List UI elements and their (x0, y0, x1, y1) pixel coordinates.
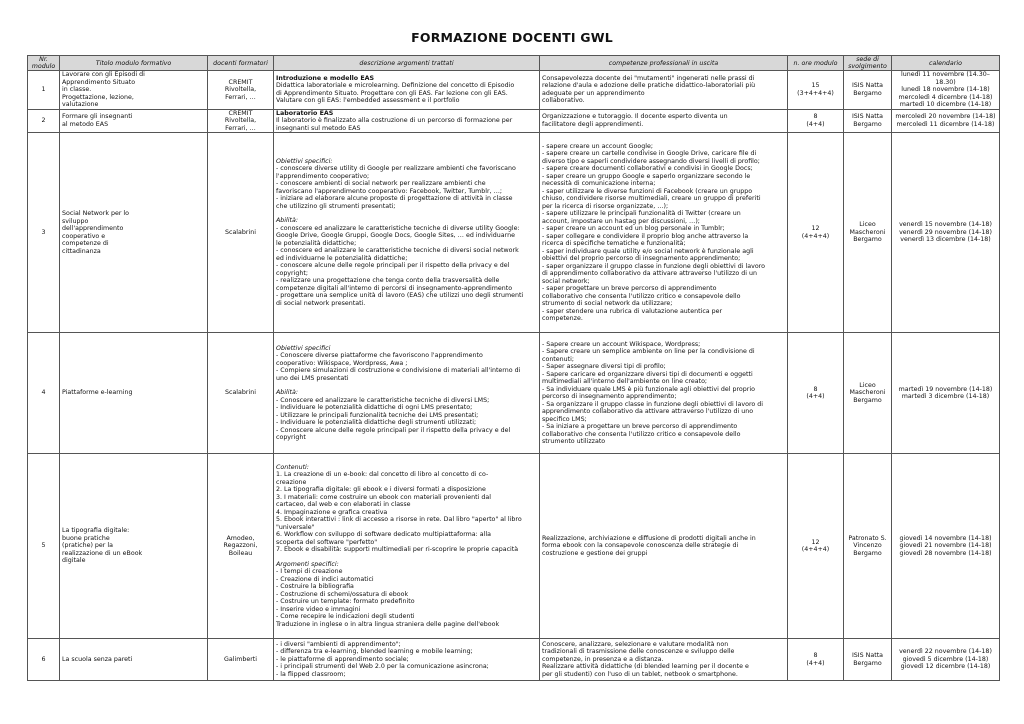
hours-cell (788, 639, 844, 681)
trainers-cell (208, 454, 274, 639)
trainer-line: CREMIT (228, 109, 253, 117)
description-line: - conoscere ambienti di social network per realizzare ambienti che (276, 180, 486, 188)
hours-line: 8 (813, 652, 818, 659)
competence-line: adeguate per un apprendimento (542, 89, 645, 97)
calendar-date-line: martedì 19 novembre (14-18) (898, 385, 993, 393)
competence-line: relazione d'aula e adozione delle pratiche didattico-laboratoriali più (542, 82, 756, 90)
venue-cell (844, 133, 892, 333)
description-line: - Costruzione di schemi/ossatura di ebook (276, 590, 409, 598)
venue-line: ISIS Natta (851, 113, 884, 121)
header-titolo: Titolo modulo formativo (60, 56, 208, 71)
competence-line: contenuti; (542, 355, 574, 363)
calendar-date-line: giovedì 21 novembre (14-18) (899, 542, 992, 550)
module-number-cell: 2 (28, 109, 60, 133)
description-line: Google Drive, Google Gruppi, Google Docs, Google Sites, … ed individuarne (276, 232, 515, 240)
hours-line: 8 (813, 113, 818, 121)
description-line: 1. La creazione di un e-book: dal concetto di libro al concetto di co- (276, 471, 489, 479)
venue-line: Bergamo (853, 89, 882, 97)
competence-line: Realizzare attività didattiche (di blended learning per il docente e (542, 663, 749, 671)
description-line: 2. La tipografia digitale: gli ebook e i diversi formati a disposizione (276, 486, 486, 494)
description-line: Didattica laboratoriale e microlearning. Definizione del concetto di Episodio (276, 82, 515, 90)
module-title-line: Formare gli insegnanti (62, 113, 133, 121)
module-title-line: in classe. (62, 86, 92, 93)
hours-line: 12 (811, 538, 820, 546)
calendar-date-line: venerdì 15 novembre (14-18) (899, 221, 992, 229)
description-line: Traduzione in inglese o in altra lingua straniera delle pagine dell'ebook (276, 620, 500, 628)
table-row (28, 133, 1000, 333)
calendar-date-line: venerdì 13 dicembre (14-18) (900, 236, 991, 244)
competence-line: strumento di social network da utilizzare; (542, 300, 673, 307)
calendar-date-line: giovedì 12 dicembre (14-18) (900, 663, 991, 671)
venue-cell (844, 639, 892, 681)
competence-line: per la ricerca di risorse organizzate, …); (542, 202, 669, 210)
description-label: Argomenti specifici: (276, 560, 339, 568)
hours-line: 15 (811, 82, 820, 90)
description-line: - conoscere ed analizzare le caratteristiche tecniche di diversi social network (276, 247, 519, 255)
description-cell (274, 71, 540, 110)
description-line: - i diversi "ambienti di apprendimento"; (276, 640, 401, 648)
trainer-line: Scalabrini (224, 389, 256, 397)
trainer-line: Ferrari, … (225, 93, 256, 101)
trainers-cell (208, 109, 274, 133)
competence-line: collaborativo che consenta l'utilizzo critico e consapevole dello (542, 292, 741, 300)
competence-line: social network; (542, 277, 590, 285)
header-competenze: competenze professionali in uscita (540, 56, 788, 71)
calendar-date-line: venerdì 22 novembre (14-18) (899, 648, 992, 656)
competence-line: obiettivi del proprio percorso di insegnamento apprendimento; (542, 255, 741, 262)
calendar-date-line: martedì 3 dicembre (14-18) (901, 393, 990, 400)
venue-cell (844, 454, 892, 639)
venue-cell (844, 333, 892, 454)
description-line: - Costruire un template: formato predefinito (276, 598, 415, 606)
description-line: - conoscere alcune delle regole principali per il rispetto della privacy e del (276, 262, 510, 270)
module-title-cell (60, 639, 208, 681)
description-line: competenze digitali all'interno di percorsi di insegnamento-apprendimento (276, 284, 513, 292)
module-number-cell: 3 (28, 133, 60, 333)
description-cell (274, 639, 540, 681)
competence-line: chiuso, condividere risorse multimediali, creare un gruppo di preferiti (542, 195, 761, 202)
module-title-line: sviluppo (62, 217, 89, 225)
hours-line: 12 (811, 225, 820, 232)
module-title-line: Progettazione, lezione, (62, 93, 134, 101)
trainer-line: Regazzoni, (223, 542, 258, 550)
competence-line: tradizionali di trasmissione delle conoscenze e sviluppo delle (542, 648, 735, 656)
venue-line: Bergamo (853, 659, 882, 667)
calendar-date-line: giovedì 14 novembre (14-18) (899, 534, 992, 542)
competence-line: collaborativo. (542, 97, 585, 105)
description-line: ed individuarne le potenzialità didattiche; (276, 254, 408, 262)
table-row (28, 71, 1000, 110)
competence-line: account, impostare un hastag per discussioni, …); (542, 217, 700, 225)
competences-cell (540, 71, 788, 110)
competence-line: per gli studenti) con l'uso di un tablet, netbook o smartphone. (542, 670, 738, 678)
venue-line: Patronato S. (848, 534, 887, 542)
hours-cell (788, 133, 844, 333)
hours-cell (788, 71, 844, 110)
competences-cell (540, 109, 788, 133)
competence-line: diverso tipo e saperli condividere assegnando diversi livelli di profilo; (542, 157, 760, 165)
calendar-cell (892, 639, 1000, 681)
competence-line: - saper creare un gruppo Google e saperlo organizzare secondo le (542, 172, 751, 180)
module-title-line: (pratiche) per la (62, 542, 113, 550)
table-row (28, 639, 1000, 681)
trainer-line: CREMIT (228, 78, 253, 86)
module-title-line: Social Network per lo (62, 210, 130, 217)
trainer-line: Rivoltella, (224, 86, 257, 93)
header-nr: Nr. modulo (28, 56, 60, 71)
calendar-date-line: lunedì 18 novembre (14-18) (901, 86, 990, 93)
competence-line: Organizzazione e tutoraggio. Il docente esperto diventa un (542, 113, 728, 121)
module-title-line: realizzazione di un eBook (62, 549, 143, 557)
description-heading: Laboratorio EAS (276, 109, 334, 117)
header-calendario: calendario (892, 56, 1000, 71)
competence-line: competenze. (542, 315, 583, 322)
description-line: "universale" (276, 523, 315, 531)
module-title-cell (60, 109, 208, 133)
description-line: - Inserire video e immagini (276, 605, 361, 613)
description-line: - conoscere diverse utility di Google per realizzare ambienti che favoriscano (276, 165, 516, 173)
competence-line: facilitatore degli apprendimenti. (542, 120, 644, 128)
hours-cell (788, 333, 844, 454)
competence-line: - sapere creare documenti collaborativi e condivisi in Google Docs; (542, 165, 753, 172)
module-title-line: digitale (62, 557, 86, 565)
competence-line: apprendimento collaborativo da attivare attraverso l'utilizzo di uno (542, 408, 754, 415)
venue-line: Bergamo (853, 549, 882, 557)
description-cell (274, 333, 540, 454)
module-number-cell: 1 (28, 71, 60, 110)
description-line: - Utilizzare le principali funzionalità tecniche dei LMS presentati; (276, 411, 479, 419)
hours-line: (4+4) (806, 393, 825, 400)
module-number-cell: 4 (28, 333, 60, 454)
competence-line: di apprendimento collaborativo da attivare attraverso l'utilizzo di un (542, 270, 758, 277)
module-title-line: La tipografia digitale: (62, 527, 130, 535)
competence-line: - saper utilizzare le diverse funzioni di Facebook (creare un gruppo (542, 187, 753, 195)
description-line: 5. Ebook interattivi : link di accesso a risorse in rete. Dal libro "aperto" al libro (276, 516, 522, 524)
competence-line: - Sapere caricare ed organizzare diversi tipi di documenti e oggetti (542, 370, 753, 378)
competence-line: forma ebook con la consapevole conoscenza delle strategie di (542, 542, 739, 550)
description-line: cartaceo, dal web e con elaborati in classe (276, 501, 411, 509)
description-cell (274, 133, 540, 333)
hours-line: (4+4+4) (801, 546, 830, 553)
competence-line: ricerca di specifiche tematiche e funzionalità; (542, 240, 686, 247)
description-line: favoriscano l'apprendimento cooperativo: Facebook, Twitter, Tumblr, …; (276, 187, 503, 195)
trainer-line: Amodeo, (226, 534, 255, 542)
description-line: - conoscere ed analizzare le caratteristiche tecniche di diverse utility Google: (276, 224, 520, 232)
calendar-cell (892, 333, 1000, 454)
module-title-cell (60, 71, 208, 110)
hours-line: 8 (813, 385, 818, 393)
venue-line: Liceo (859, 381, 876, 389)
competence-line: collaborativo che consenta l'utilizzo critico e consapevole dello (542, 430, 741, 438)
trainer-line: Scalabrini (224, 228, 256, 236)
description-line: 4. Impaginazione e grafica creativa (276, 508, 388, 516)
description-line: uno dei LMS presentati (276, 374, 349, 382)
calendar-date-line: giovedì 5 dicembre (14-18) (902, 655, 989, 663)
module-title-line: dell'apprendimento (62, 225, 124, 232)
description-line: - Conoscere ed analizzare le caratteristiche tecniche di diversi LMS; (276, 396, 490, 404)
competence-line: specifico LMS; (542, 415, 587, 423)
description-label: Abilità: (276, 217, 299, 225)
description-line: - Individuare le potenzialità didattiche degli strumenti utilizzati; (276, 419, 477, 426)
competence-line: - saper individuare quale utility e/o social network è funzionale agli (542, 247, 754, 255)
header-ore: n. ore modulo (788, 56, 844, 71)
competence-line: - saper creare un account ed un blog personale in Tumblr; (542, 225, 725, 232)
calendar-date-line: mercoledì 20 novembre (14-18) (895, 113, 996, 121)
competence-line: - Saper assegnare diversi tipi di profilo; (542, 363, 666, 370)
trainers-cell (208, 71, 274, 110)
table-row (28, 454, 1000, 639)
competences-cell (540, 454, 788, 639)
competence-line: multimediali all'interno dell'ambiente on line creato; (542, 378, 708, 385)
description-line: che utilizzino gli strumenti presentati; (276, 202, 396, 210)
venue-line: Liceo (859, 221, 876, 229)
venue-line: Bergamo (853, 120, 882, 128)
description-label: Obiettivi specifici: (276, 157, 333, 165)
description-line: copyright (276, 434, 306, 441)
module-title-line: Lavorare con gli Episodi di (62, 71, 145, 78)
competence-line: - Sapere creare un account Wikispace, Wordpress; (542, 340, 701, 348)
description-line: - Conoscere diverse piattaforme che favoriscono l'apprendimento (276, 352, 483, 359)
hours-cell (788, 454, 844, 639)
competence-line: - sapere creare un account Google; (542, 142, 653, 150)
module-title-line: buone pratiche (62, 534, 110, 542)
competence-line: - saper progettare un breve percorso di apprendimento (542, 285, 717, 292)
description-line: cooperativo: Wikispace, Wordpress, Awa ; (276, 359, 408, 367)
hours-line: (4+4) (806, 659, 825, 667)
trainer-line: Galimberti (223, 655, 258, 663)
trainer-line: Ferrari, … (225, 124, 256, 132)
competence-line: - saper stendere una rubrica di valutazione autentica per (542, 307, 723, 315)
description-line: Valutare con gli EAS: l'embedded assessment e il portfolio (276, 97, 460, 105)
module-title-line: valutazione (62, 101, 99, 108)
calendar-date-line: giovedì 28 novembre (14-18) (899, 549, 992, 557)
description-line: - I tempi di creazione (276, 568, 343, 576)
hours-line: (4+4) (806, 120, 825, 128)
description-line: - Come recepire le indicazioni degli studenti (276, 613, 415, 621)
competences-cell (540, 133, 788, 333)
page-title: FORMAZIONE DOCENTI GWL (411, 30, 613, 45)
training-modules-table (27, 55, 1000, 681)
calendar-cell (892, 71, 1000, 110)
venue-line: Mascheroni (849, 389, 886, 397)
competence-line: competenze, in presenza e a distanza. (542, 655, 664, 663)
header-docenti: docenti formatori (208, 56, 274, 71)
calendar-cell (892, 454, 1000, 639)
calendar-date-line: venerdì 29 novembre (14-18) (899, 228, 992, 236)
calendar-date-line: lunedì 11 novembre (14.30–18.30) (901, 71, 990, 86)
trainer-line: Rivoltella, (224, 117, 257, 124)
description-line: creazione (276, 478, 307, 486)
module-number-cell: 5 (28, 454, 60, 639)
module-title-line: Piattaforme e-learning (62, 389, 133, 397)
hours-line: (3+4+4+4) (797, 89, 834, 97)
module-title-line: competenze di (62, 240, 109, 247)
venue-line: ISIS Natta (851, 82, 884, 90)
description-line: copyright; (276, 269, 308, 277)
description-line: - i principali strumenti del Web 2.0 per la comunicazione asincrona; (276, 663, 489, 671)
competence-line: necessità di comunicazione interna; (542, 180, 656, 187)
description-line: insegnanti sul metodo EAS (276, 124, 361, 132)
description-line: - Conoscere alcune delle regole principali per il rispetto della privacy e del (276, 426, 511, 434)
competence-line: - sapere utilizzare le principali funzionalità di Twitter (creare un (542, 210, 741, 217)
table-row (28, 333, 1000, 454)
trainer-line: Boileau (228, 549, 253, 557)
header-sede: sede di svolgimento (844, 56, 892, 71)
description-line: - Costruire la bibliografia (276, 583, 354, 591)
competence-line: - Sa iniziare a progettare un breve percorso di apprendimento (542, 423, 738, 430)
competence-line: - Sapere creare un semplice ambiente on line per la condivisione di (542, 348, 755, 355)
venue-line: ISIS Natta (851, 652, 884, 659)
description-line: 7. Ebook e disabilità: supporti multimediali per ri-scoprire le proprie capacità (276, 546, 519, 554)
module-title-line: Apprendimento Situato (62, 78, 136, 86)
description-line: - iniziare ad elaborare alcune proposte di progettazione di attività in classe (276, 195, 513, 203)
module-number-cell: 6 (28, 639, 60, 681)
venue-line: Bergamo (853, 396, 882, 404)
table-row (28, 109, 1000, 133)
description-line: - differenza tra e-learning, blended learning e mobile learning; (276, 648, 473, 656)
venue-cell (844, 109, 892, 133)
competence-line: - saper collegare e condividere il proprio blog anche attraverso la (542, 232, 749, 240)
description-line: 6. Workflow con sviluppo di software dedicato multipiattaforma: alla (276, 531, 492, 539)
module-title-line: al metodo EAS (62, 120, 109, 128)
module-title-line: cooperativo e (62, 232, 106, 240)
competences-cell (540, 333, 788, 454)
competence-line: Realizzazione, archiviazione e diffusione di prodotti digitali anche in (542, 534, 756, 542)
competence-line: - saper organizzare il gruppo classe in funzione degli obiettivi di lavoro (542, 262, 765, 270)
competence-line: costruzione e gestione dei gruppi (542, 549, 648, 557)
venue-line: Vincenzo (853, 542, 882, 550)
calendar-date-line: martedì 10 dicembre (14-18) (899, 101, 992, 108)
trainers-cell (208, 133, 274, 333)
description-label: Abilità: (276, 389, 299, 396)
module-title-line: La scuola senza pareti (62, 655, 133, 663)
competence-line: Conoscere, analizzare, selezionare e valutare modalità non (542, 640, 729, 648)
description-line: l'apprendimento cooperativo; (276, 172, 370, 180)
competence-line: Consapevolezza docente dei "mutamenti" ingenerati nelle prassi di (542, 74, 755, 82)
description-label: Obiettivi specifici (276, 344, 331, 352)
description-line: - Compiere simulazioni di costruzione e condivisione di materiali all'interno di (276, 367, 521, 374)
description-line: - realizzare una progettazione che tenga conto della trasversalità delle (276, 277, 500, 285)
competence-line: percorso di insegnamento apprendimento; (542, 393, 677, 400)
trainers-cell (208, 639, 274, 681)
calendar-date-line: mercoledì 11 dicembre (14-18) (896, 120, 995, 128)
trainers-cell (208, 333, 274, 454)
module-title-cell (60, 333, 208, 454)
table-header-row (28, 56, 1000, 71)
description-line: scoperta del software "perfetto" (276, 538, 378, 546)
competences-cell (540, 639, 788, 681)
description-spacer (276, 382, 537, 389)
venue-line: Bergamo (853, 236, 882, 244)
description-line: di Apprendimento Situato. Progettare con gli EAS. Far lezione con gli EAS. (276, 89, 508, 97)
description-line: Il laboratorio è finalizzato alla costruzione di un percorso di formazione per (276, 117, 513, 124)
description-heading: Introduzione e modello EAS (276, 74, 375, 82)
calendar-cell (892, 109, 1000, 133)
competence-line: - sapere creare un cartelle condivise in Google Drive, caricare file di (542, 150, 757, 157)
module-title-cell (60, 133, 208, 333)
hours-line: (4+4+4) (801, 232, 830, 240)
description-line: - la flipped classroom; (276, 670, 346, 678)
competence-line: - Sa organizzare il gruppo classe in funzione degli obiettivi di lavoro di (542, 400, 763, 408)
competence-line: strumento utilizzato (542, 438, 606, 445)
description-line: di social network presentati. (276, 299, 366, 307)
description-spacer (276, 210, 537, 217)
description-spacer (276, 554, 537, 561)
venue-cell (844, 71, 892, 110)
description-line: - progettare una semplice unità di lavoro (EAS) che utilizzi uno degli strumenti (276, 292, 524, 300)
venue-line: Mascheroni (849, 228, 886, 236)
description-cell (274, 454, 540, 639)
calendar-cell (892, 133, 1000, 333)
competence-line: - Sa individuare quale LMS è più funzionale agli obiettivi del proprio (542, 385, 755, 393)
description-line: 3. I materiali: come costruire un ebook con materiali provenienti dal (276, 493, 491, 501)
module-title-line: cittadinanza (62, 247, 101, 255)
calendar-date-line: mercoledì 4 dicembre (14-18) (898, 93, 993, 101)
module-title-cell (60, 454, 208, 639)
description-cell (274, 109, 540, 133)
description-label: Contenuti: (276, 463, 309, 471)
description-line: le potenzialità didattiche; (276, 239, 357, 247)
description-line: - Creazione di indici automatici (276, 575, 374, 583)
header-descrizione: descrizione argomenti trattati (274, 56, 540, 71)
description-line: - Individuare le potenzialità didattiche di ogni LMS presentato; (276, 404, 473, 411)
hours-cell (788, 109, 844, 133)
description-line: - le piattaforme di apprendimento sociale; (276, 655, 409, 663)
